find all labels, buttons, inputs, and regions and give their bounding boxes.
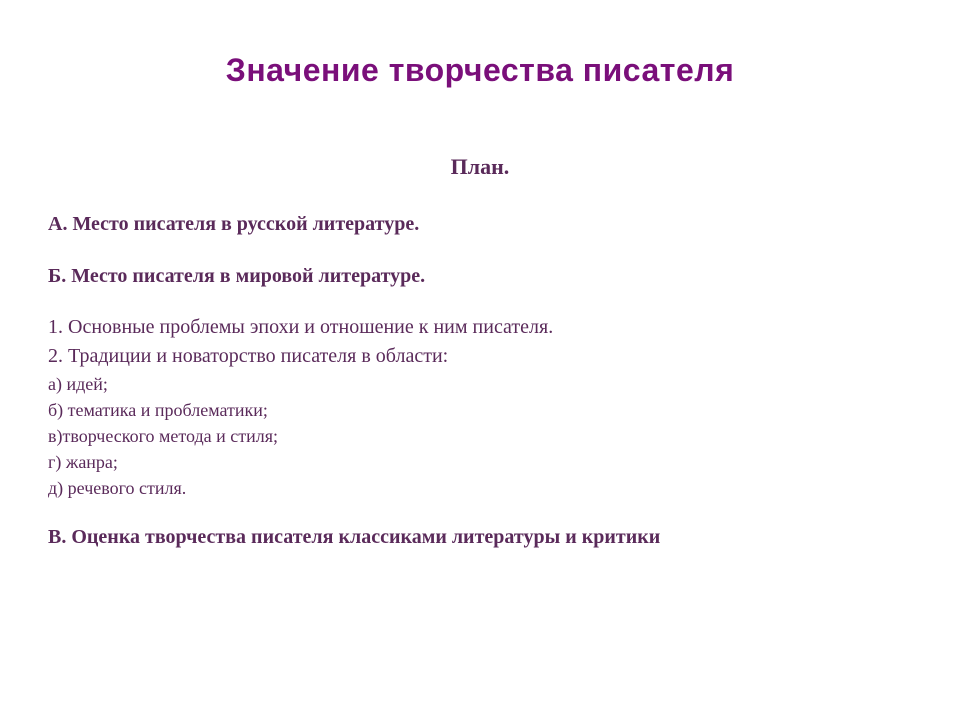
slide-title: Значение творчества писателя <box>225 52 735 88</box>
sub-item-d: д) речевого стиля. <box>48 478 187 498</box>
point-1: 1. Основные проблемы эпохи и отношение к ним писателя. <box>48 316 554 338</box>
section-v: В. Оценка творчества писателя классиками литературы и критики <box>48 526 661 548</box>
section-a: А. Место писателя в русской литературе. <box>48 213 420 235</box>
section-b: Б. Место писателя в мировой литературе. <box>48 265 426 287</box>
sub-item-v: в)творческого метода и стиля; <box>48 426 279 446</box>
sub-item-g: г) жанра; <box>48 452 118 472</box>
sub-item-b: б) тематика и проблематики; <box>48 400 268 420</box>
point-2: 2. Традиции и новаторство писателя в области: <box>48 345 449 367</box>
plan-heading: План. <box>450 154 510 179</box>
sub-item-a: а) идей; <box>48 374 108 394</box>
